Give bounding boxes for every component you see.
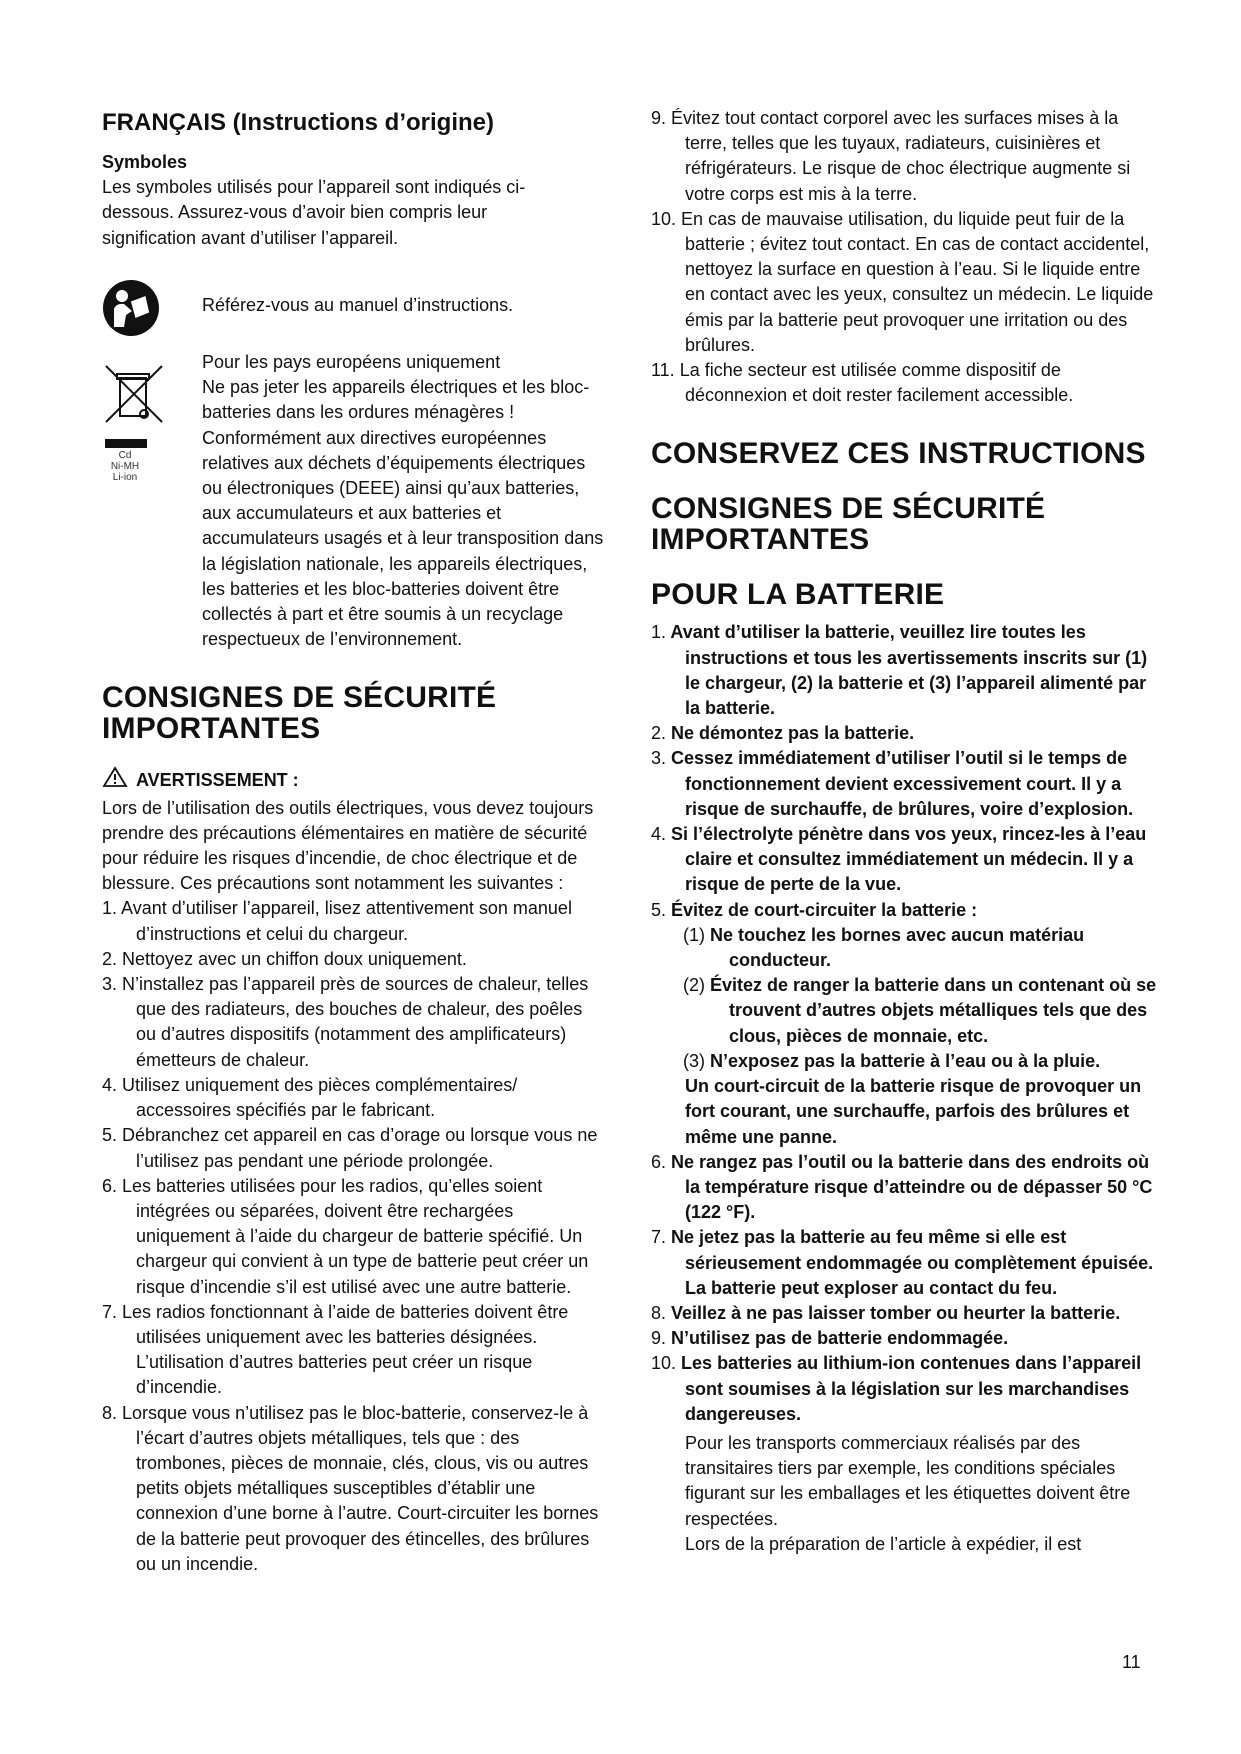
short-circuit-consequence: Un court-circuit de la batterie risque de provoquer un fort courant, une surchauffe, parfois des brûlures et même une panne.	[685, 1076, 1142, 1147]
list-item: 4. Si l’électrolyte pénètre dans vos yeux, rincez-les à l’eau claire et consultez immédiatement un médecin. Il y a risque de perte de la vue.	[651, 824, 1147, 895]
list-item: 1. Avant d’utiliser la batterie, veuillez lire toutes les instructions et tous les avertissements inscrits sur (1) le chargeur, (2) la batterie et (3) l’appareil alimenté par la batterie.	[651, 622, 1148, 719]
list-item: 3. Cessez immédiatement d’utiliser l’outil si le temps de fonctionnement devient excessivement court. Il y a risque de surchauffe, de brûlures, voire d’explosion.	[651, 748, 1134, 819]
shipping-paragraph: Lors de la préparation de l’article à expédier, il est	[685, 1533, 1082, 1554]
list-item: 9. Évitez tout contact corporel avec les surfaces mises à la terre, telles que les tuyaux, radiateurs, cuisinières et réfrigérateurs. Le risque de choc électrique augmente si votre corps est mis à la terre.	[651, 108, 1131, 204]
language-title: FRANÇAIS (Instructions d’origine)	[102, 109, 494, 136]
list-item: 8. Lorsque vous n’utilisez pas le bloc-batterie, conservez-le à l’écart d’autres objets métalliques, tels que : des trombones, pièces de monnaie, clés, clous, vis ou autres petits objets métalliques susceptibles d’établir une connexion d’une borne à l’autre. Court-circuiter les bornes de la batterie peut provoquer des étincelles, des brûlures ou un incendie.	[102, 1402, 599, 1574]
sub-item: (2) Évitez de ranger la batterie dans un contenant où se trouvent d’autres objets métalliques tels que des clous, pièces de monnaie, etc.	[683, 975, 1157, 1046]
crossed-bin-icon	[102, 362, 202, 433]
list-item: 8. Veillez à ne pas laisser tomber ou heurter la batterie.	[651, 1302, 1121, 1323]
list-item: 5. Évitez de court-circuiter la batterie :	[651, 899, 978, 920]
list-item: 7. Les radios fonctionnant à l’aide de batteries doivent être utilisées uniquement avec les batteries désignées. L’utilisation d’autres batteries peut créer un risque d’incendie.	[102, 1301, 569, 1398]
warning-text: AVERTISSEMENT :	[136, 770, 299, 791]
list-item: 4. Utilisez uniquement des pièces complémentaires/ accessoires spécifiés par le fabricant.	[102, 1074, 518, 1121]
general-safety-list-continued	[651, 106, 1161, 408]
list-item: 1. Avant d’utiliser l’appareil, lisez attentivement son manuel d’instructions et celui du chargeur.	[102, 898, 572, 944]
list-item: 2. Ne démontez pas la batterie.	[651, 723, 915, 744]
list-item: 6. Les batteries utilisées pour les radios, qu’elles soient intégrées ou séparées, doivent être rechargées uniquement à l’aide du chargeur de batterie spécifié. Un chargeur qui convient à un type de batterie peut créer un risque d’incendie s’il est utilisé avec une autre batterie.	[102, 1175, 589, 1297]
list-item: 6. Ne rangez pas l’outil ou la batterie dans des endroits où la température risque d’atteindre ou de dépasser 50 °C (122 °F).	[651, 1151, 1153, 1223]
list-item: 10. En cas de mauvaise utilisation, du liquide peut fuir de la batterie ; évitez tout contact. En cas de contact accidentel, nettoyez la surface en question à l’eau. Si le liquide entre en contact avec les yeux, consultez un médecin. Le liquide émis par la batterie peut provoquer une irritation ou des brûlures.	[651, 208, 1154, 355]
sub-item: (3) N’exposez pas la batterie à l’eau ou à la pluie.	[683, 1050, 1101, 1071]
list-item: 7. Ne jetez pas la batterie au feu même si elle est sérieusement endommagée ou complètement épuisée. La batterie peut exploser au contact du feu.	[651, 1227, 1154, 1298]
list-item: 10. Les batteries au lithium-ion contenues dans l’appareil sont soumises à la législation sur les marchandises dangereuses.	[651, 1353, 1142, 1424]
left-column	[102, 108, 607, 1577]
symbols-intro: Les symboles utilisés pour l’appareil sont indiqués ci-dessous. Assurez-vous d’avoir bien compris leur signification avant d’utiliser l’appareil.	[102, 177, 526, 248]
safety-heading-battery: CONSIGNES DE SÉCURITÉ IMPORTANTES	[651, 492, 1046, 557]
short-circuit-sublist	[651, 923, 1161, 1074]
list-item: 9. N’utilisez pas de batterie endommagée.	[651, 1328, 1009, 1349]
symbol-weee-text: Pour les pays européens uniquement Ne pas jeter les appareils électriques et les bloc-batteries dans les ordures ménagères ! Conformément aux directives européennes relatives aux déchets d’équipements électriques ou électroniques (DEEE) ainsi qu’aux batteries, aux accumulateurs et aux batteries et accumulateurs usagés et à leur transposition dans la législation nationale, les appareils électriques, les batteries et les bloc-batteries doivent être collectés à part et être soumis à un recyclage respectueux de l’environnement.	[202, 352, 604, 650]
list-item: 5. Débranchez cet appareil en cas d’orage ou lorsque vous ne l’utilisez pas pendant une période prolongée.	[102, 1125, 598, 1171]
right-column	[651, 106, 1161, 1557]
warning-triangle-icon	[102, 766, 128, 795]
read-manual-icon	[102, 279, 202, 344]
symbol-weee	[102, 352, 607, 652]
battery-safety-list	[651, 620, 1161, 922]
warning-label	[102, 766, 607, 795]
list-item: 2. Nettoyez avec un chiffon doux uniquement.	[102, 948, 467, 969]
symbols-heading: Symboles	[102, 152, 188, 172]
keep-instructions-heading: CONSERVEZ CES INSTRUCTIONS	[651, 437, 1146, 471]
general-safety-list	[102, 896, 607, 1576]
symbol-manual-text: Référez-vous au manuel d’instructions.	[202, 294, 514, 315]
transport-paragraph: Pour les transports commerciaux réalisés par des transitaires tiers par exemple, les conditions spéciales figurant sur les emballages et les étiquettes doivent être respectées.	[685, 1432, 1131, 1529]
list-item: 3. N’installez pas l’appareil près de sources de chaleur, telles que des radiateurs, des bouches de chaleur, des poêles ou d’autres dispositifs (notamment des amplificateurs) émetteurs de chaleur.	[102, 974, 589, 1070]
list-item: 11. La fiche secteur est utilisée comme dispositif de déconnexion et doit rester facilement accessible.	[651, 360, 1074, 406]
sub-item: (1) Ne touchez les bornes avec aucun matériau conducteur.	[683, 924, 1085, 971]
battery-safety-list-2	[651, 1150, 1161, 1427]
battery-heading: POUR LA BATTERIE	[651, 578, 945, 612]
symbol-manual	[102, 279, 607, 344]
page-number: 11	[1122, 1652, 1141, 1672]
warning-intro: Lors de l’utilisation des outils électriques, vous devez toujours prendre des précautions élémentaires en matière de sécurité pour réduire les risques d’incendie, de choc électrique et de blessure. Ces précautions sont notamment les suivantes :	[102, 797, 594, 894]
black-bar	[105, 439, 147, 448]
battery-type-label: Cd Ni-MH Li-ion	[110, 450, 140, 484]
safety-heading: CONSIGNES DE SÉCURITÉ IMPORTANTES	[102, 681, 497, 746]
